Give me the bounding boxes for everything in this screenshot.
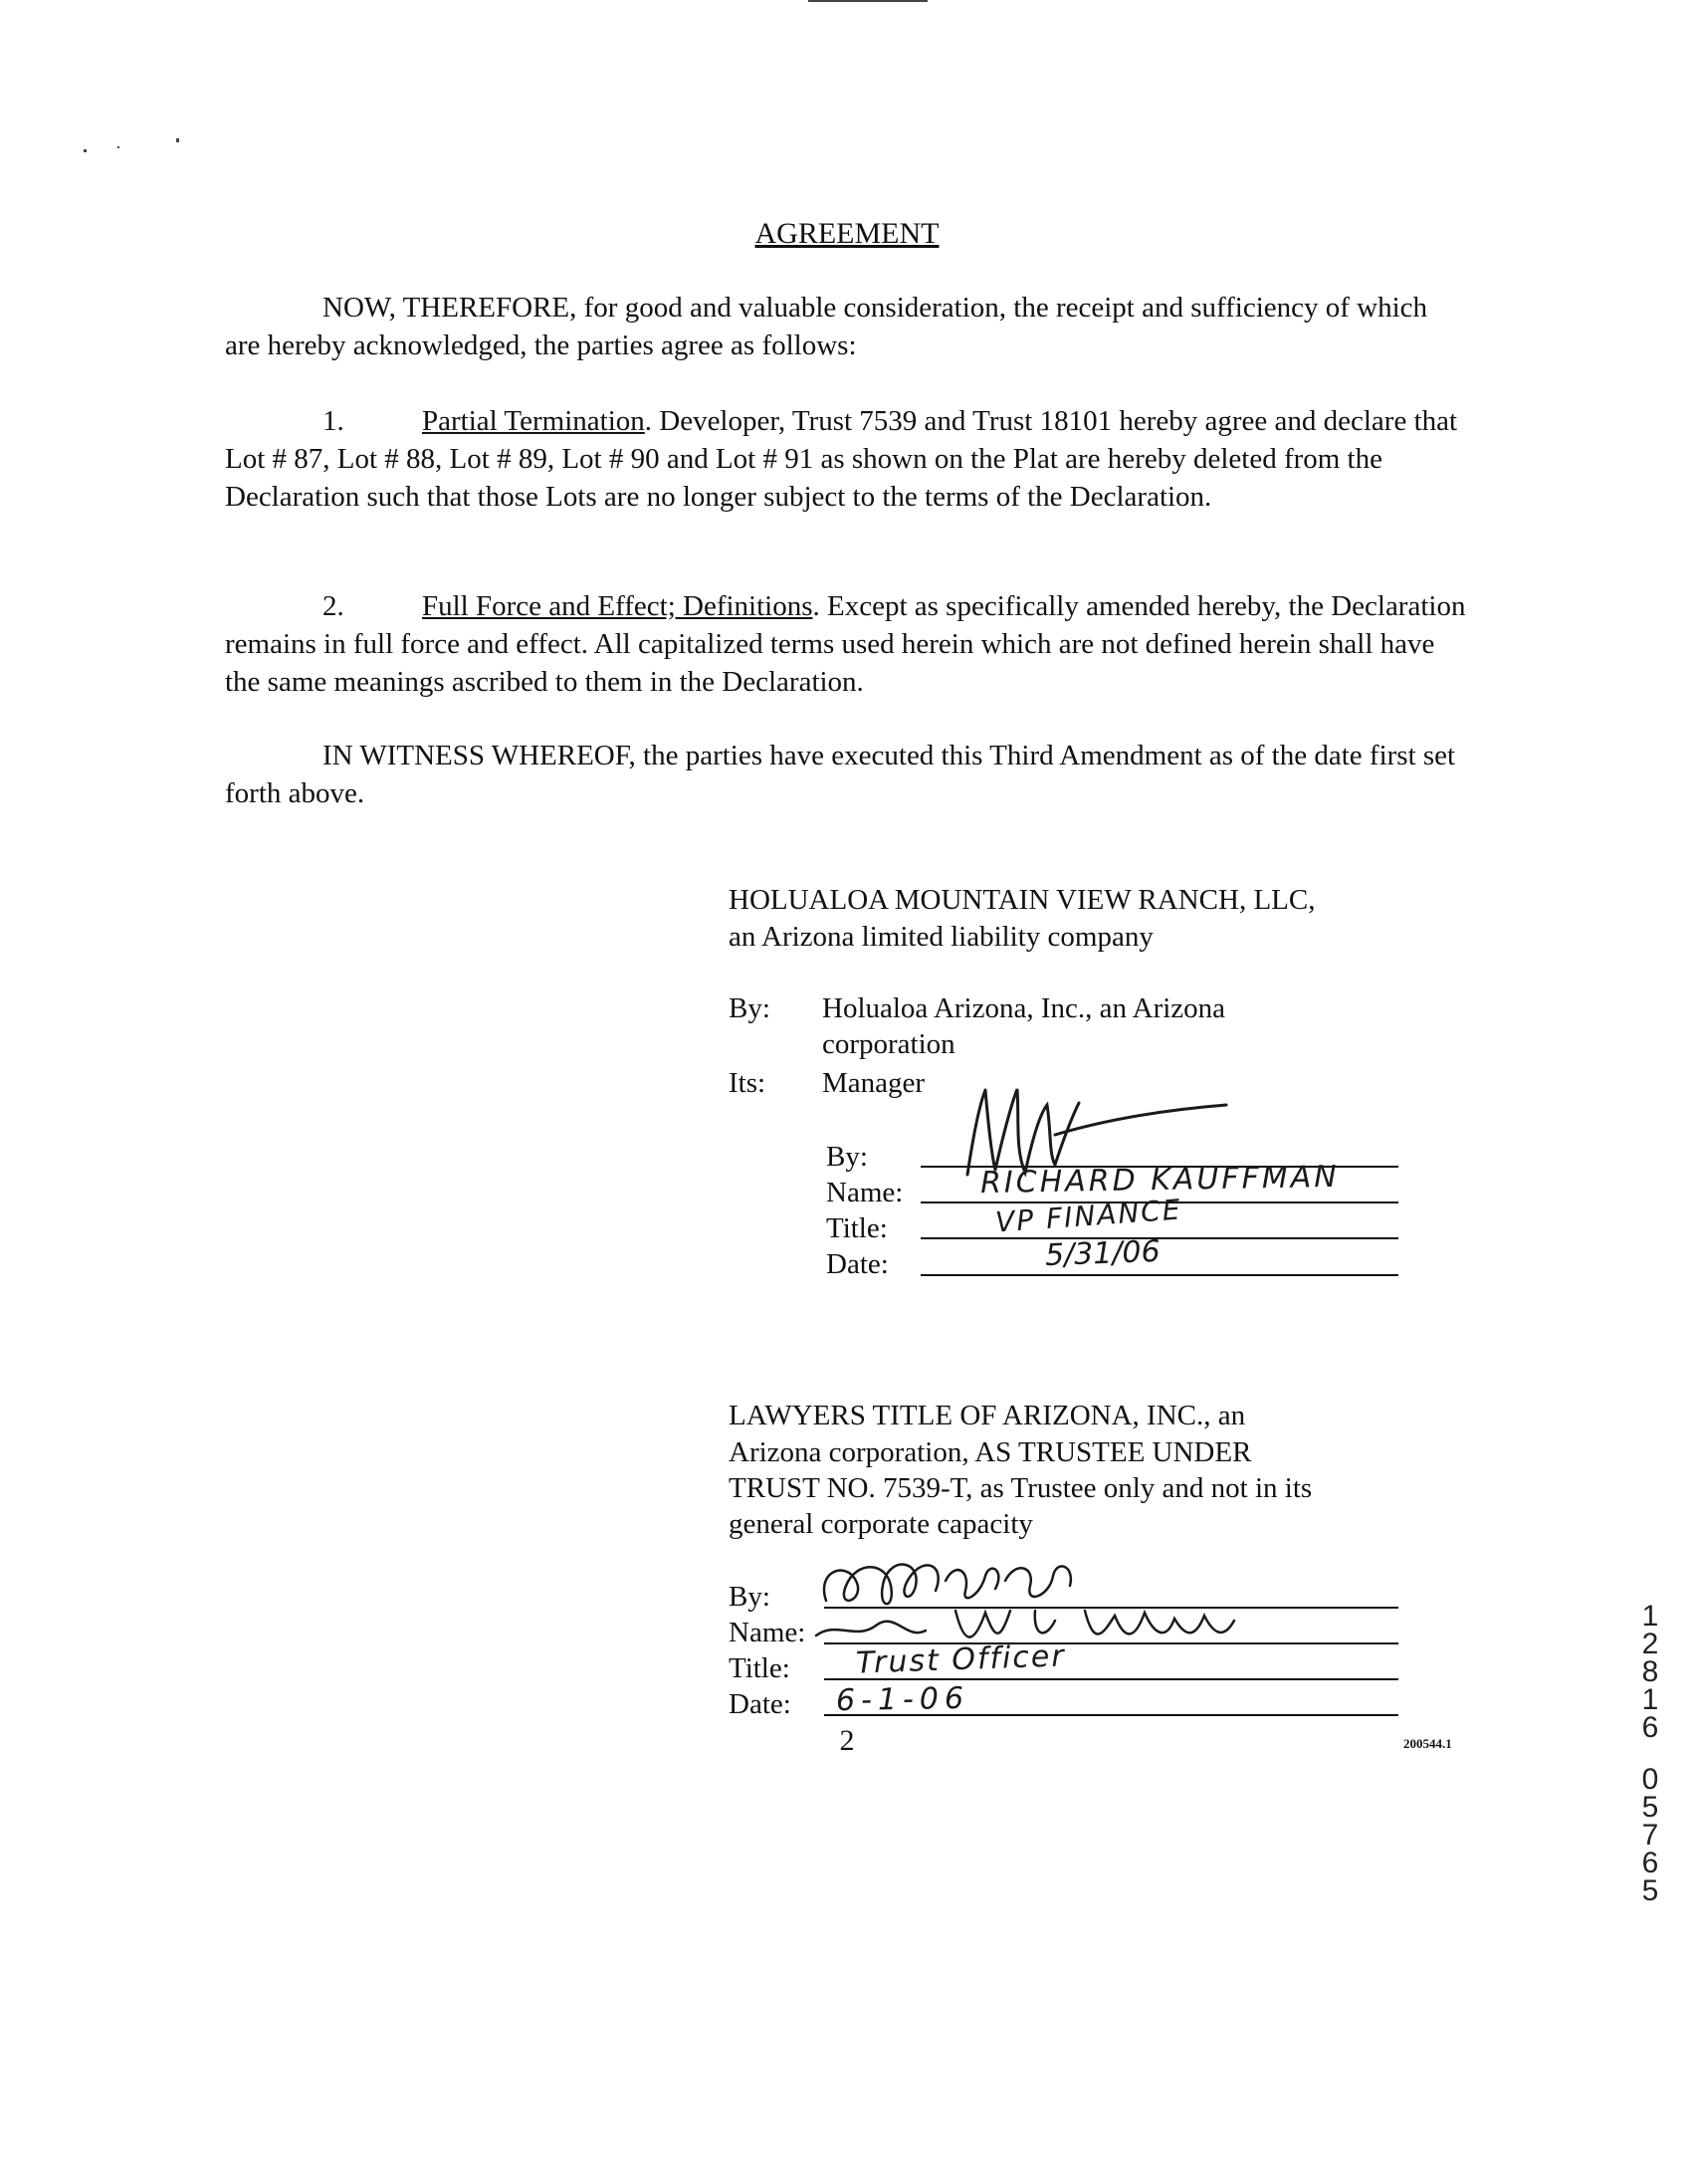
recording-digit: 0 [1641, 1763, 1659, 1796]
sig1-date-handwritten: 5/31/06 [1044, 1233, 1162, 1274]
sig1-date-line [921, 1274, 1398, 1276]
recording-digit: 1 [1641, 1600, 1659, 1633]
recording-digit: 7 [1641, 1819, 1659, 1852]
page-number: 2 [839, 1724, 855, 1757]
recording-digit: 8 [1641, 1655, 1659, 1688]
scan-speck [176, 138, 179, 142]
sig1-date-label: Date: [826, 1248, 889, 1280]
recording-digit: 2 [1641, 1628, 1659, 1660]
sig1-name-handwritten: RICHARD KAUFFMAN [979, 1159, 1340, 1201]
recording-digit: 1 [1641, 1683, 1659, 1716]
recording-digit: 5 [1641, 1791, 1659, 1824]
party1-by-value-cont: corporation [822, 1028, 955, 1060]
sig2-title-handwritten: Trust Officer [855, 1638, 1067, 1681]
scan-speck [808, 0, 928, 2]
intro-text: NOW, THEREFORE, for good and valuable consideration, the receipt and sufficiency of which are hereby acknowledged, the parties agree as follows: [225, 292, 1428, 361]
recording-digit: 6 [1641, 1847, 1659, 1879]
party1-by-value: Holualoa Arizona, Inc., an Arizona [822, 992, 1226, 1024]
section-text: . Developer, Trust 7539 and Trust 18101 hereby agree and declare that Lot # 87, Lot # 88, Lot # 89, Lot # 90 and Lot # 91 as shown on the Plat are hereby deleted from the Declaration such that those Lots are no longer subject to the terms of the Declaration. [225, 405, 1458, 513]
section-1 [225, 402, 1469, 516]
section-2 [225, 587, 1469, 701]
sig1-by-label: By: [826, 1141, 868, 1173]
section-number: 1. [322, 405, 344, 437]
witness-text: IN WITNESS WHEREOF, the parties have executed this Third Amendment as of the date first set forth above. [225, 740, 1456, 809]
scan-speck [84, 149, 87, 152]
witness-paragraph [225, 737, 1469, 812]
sig2-name-label: Name: [729, 1617, 806, 1648]
document-id: 200544.1 [1403, 1736, 1452, 1751]
sig1-name-label: Name: [826, 1177, 904, 1208]
intro-paragraph [225, 289, 1469, 364]
party1-by-label: By: [729, 992, 770, 1024]
section-title: Full Force and Effect; Definitions [422, 590, 813, 622]
party1-its-label: Its: [729, 1067, 766, 1099]
party2-line-1: LAWYERS TITLE OF ARIZONA, INC., an [729, 1400, 1246, 1431]
section-title: Partial Termination [422, 405, 645, 437]
section-text: . Except as specifically amended hereby, the Declaration remains in full force and effect. All capitalized terms used herein which are not defined herein shall have the same meanings ascribed to them in the Declaration. [225, 590, 1466, 698]
section-number: 2. [322, 590, 344, 622]
party1-name: HOLUALOA MOUNTAIN VIEW RANCH, LLC, [729, 884, 1316, 916]
recording-digit: 6 [1641, 1711, 1659, 1744]
sig2-date-handwritten: 6-1-06 [835, 1680, 970, 1719]
sig1-title-handwritten: VP FINANCE [994, 1193, 1183, 1239]
party2-line-4: general corporate capacity [729, 1508, 1033, 1540]
sig1-title-label: Title: [826, 1212, 888, 1244]
party2-line-2: Arizona corporation, AS TRUSTEE UNDER [729, 1436, 1252, 1468]
party1-its-value: Manager [822, 1067, 926, 1099]
agreement-heading: AGREEMENT [754, 217, 940, 250]
sig2-by-label: By: [729, 1581, 770, 1613]
recording-digit: 5 [1641, 1874, 1659, 1907]
sig2-title-label: Title: [729, 1652, 790, 1684]
party1-desc: an Arizona limited liability company [729, 921, 1154, 953]
sig2-date-label: Date: [729, 1688, 791, 1720]
party2-line-3: TRUST NO. 7539-T, as Trustee only and not in its [729, 1472, 1313, 1504]
scan-speck [117, 146, 119, 148]
